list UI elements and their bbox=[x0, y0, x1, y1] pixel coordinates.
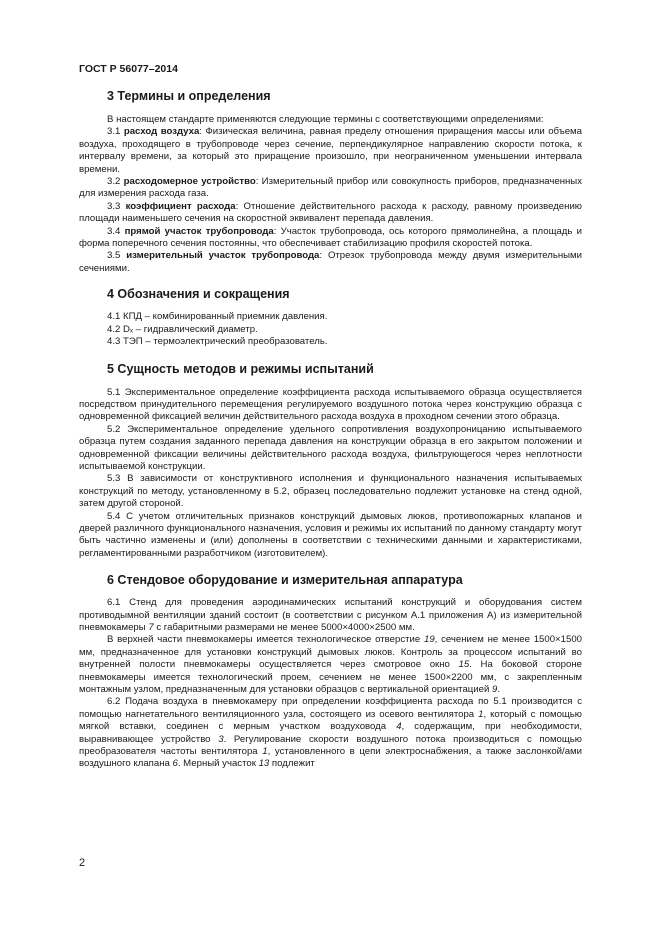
section-3-intro: В настоящем стандарте применяются следующие термины с соответствующими определениями: bbox=[107, 114, 544, 125]
document-header: ГОСТ Р 56077–2014 bbox=[79, 63, 178, 75]
paragraph-5-2: 5.2 Экспериментальное определение удельного сопротивления воздухопроницанию испытываемого образца путем создания заданного перепада давления на конструкции образца в его закрытом положении и одновременной фиксации величины действительного расхода воздуха, фильтрующегося через неплотности испытываемой конструкции. bbox=[79, 423, 582, 472]
paragraph-5-4: 5.4 С учетом отличительных признаков конструкций дымовых люков, противопожарных клапанов и дверей различного функционального назначения, условия и режимы их испытаний по данному стандарту могут быть частично изменены и (или) дополнены в соответствии с техническими данными и характеристиками, регламентированными разработчиком (изготовителем). bbox=[79, 510, 582, 559]
paragraph-6-1: 6.1 Стенд для проведения аэродинамических испытаний конструкций и оборудования систем противодымной вентиляции зданий состоит (в соответствии с рисунком А.1 приложения А) из измерительной пневмокамеры 7 с габаритными размерами не менее 5000×4000×2500 мм. bbox=[79, 597, 582, 633]
page-content bbox=[79, 86, 582, 771]
abbreviation-4-1: 4.1 КПД – комбинированный приемник давления. bbox=[107, 311, 328, 323]
paragraph-6-1-b: В верхней части пневмокамеры имеется технологическое отверстие 19, сечением не менее 1500×1500 мм, предназначенное для установки конструкций дымовых люков. Контроль за процессом испытаний во внутренней полости пневмокамеры осуществляется через смотровое окно 15. На боковой стороне пневмокамеры имеется технологический проем, сечением не менее 1500×2200 мм, с закрепленным монтажным узлом, предназначенным для установки образцов с вертикальной ориентацией 9. bbox=[79, 634, 582, 696]
section-3-title: 3 Термины и определения bbox=[107, 89, 271, 103]
paragraph-5-1: 5.1 Экспериментальное определение коэффициента расхода испытываемого образца осуществляется посредством принудительного перемещения регулируемого воздушного потока через конструкцию образца с одновременной фиксацией величин действительного расхода воздуха в проходном сечении этого образца. bbox=[79, 386, 582, 423]
term-3-5: 3.5 измерительный участок трубопровода: Отрезок трубопровода между двумя измерительными сечениями. bbox=[79, 250, 582, 274]
section-5-title: 5 Сущность методов и режимы испытаний bbox=[107, 361, 374, 376]
abbreviation-4-3: 4.3 ТЭП – термоэлектрический преобразователь. bbox=[107, 336, 328, 348]
term-3-4: 3.4 прямой участок трубопровода: Участок трубопровода, ось которого прямолинейна, а площадь и форма поперечного сечения постоянны, что обеспечивает стабилизацию профиля скоростей потока. bbox=[79, 225, 582, 250]
page-number: 2 bbox=[79, 857, 86, 869]
section-6-title: 6 Стендовое оборудование и измерительная аппаратура bbox=[107, 573, 463, 588]
paragraph-6-2: 6.2 Подача воздуха в пневмокамеру при определении коэффициента расхода по 5.1 производится с помощью нагнетательного вентиляционного узла, состоящего из осевого вентилятора 1, который с помощью мягкой вставки, соединен с мерным участком воздуховода 4, содержащим, при необходимости, выравнивающее устройство 3. Регулирование скорости воздушного потока производиться с помощью преобразователя частоты вентилятора 1, установленного в цепи электроснабжения, а также заслонкой/ами воздушного клапана 6. Мерный участок 13 подлежит bbox=[79, 696, 582, 770]
term-3-2: 3.2 расходомерное устройство: Измерительный прибор или совокупность приборов, предназначенных для измерения расхода газа. bbox=[79, 176, 583, 200]
term-3-3: 3.3 коэффициент расхода: Отношение действительного расхода к расходу, равному произведению площади наименьшего сечения на скоростной эквивалент перепада давления. bbox=[79, 200, 582, 225]
abbreviation-4-2: 4.2 Dₓ – гидравлический диаметр. bbox=[107, 323, 258, 335]
term-3-1: 3.1 расход воздуха: Физическая величина, равная пределу отношения приращения массы или объема воздуха, проходящего в трубопроводе через сечение, перпендикулярное направлению скорости потока, к интервалу времени, за который это приращение произошло, при неограниченном уменьшении интервала времени. bbox=[79, 126, 582, 175]
section-4-title: 4 Обозначения и сокращения bbox=[107, 287, 290, 302]
paragraph-5-3: 5.3 В зависимости от конструктивного исполнения и функционального назначения испытываемых конструкций по методу, установленному в 5.2, образец последовательно подлежит установке на стенд одной, затем другой стороной. bbox=[79, 473, 582, 510]
